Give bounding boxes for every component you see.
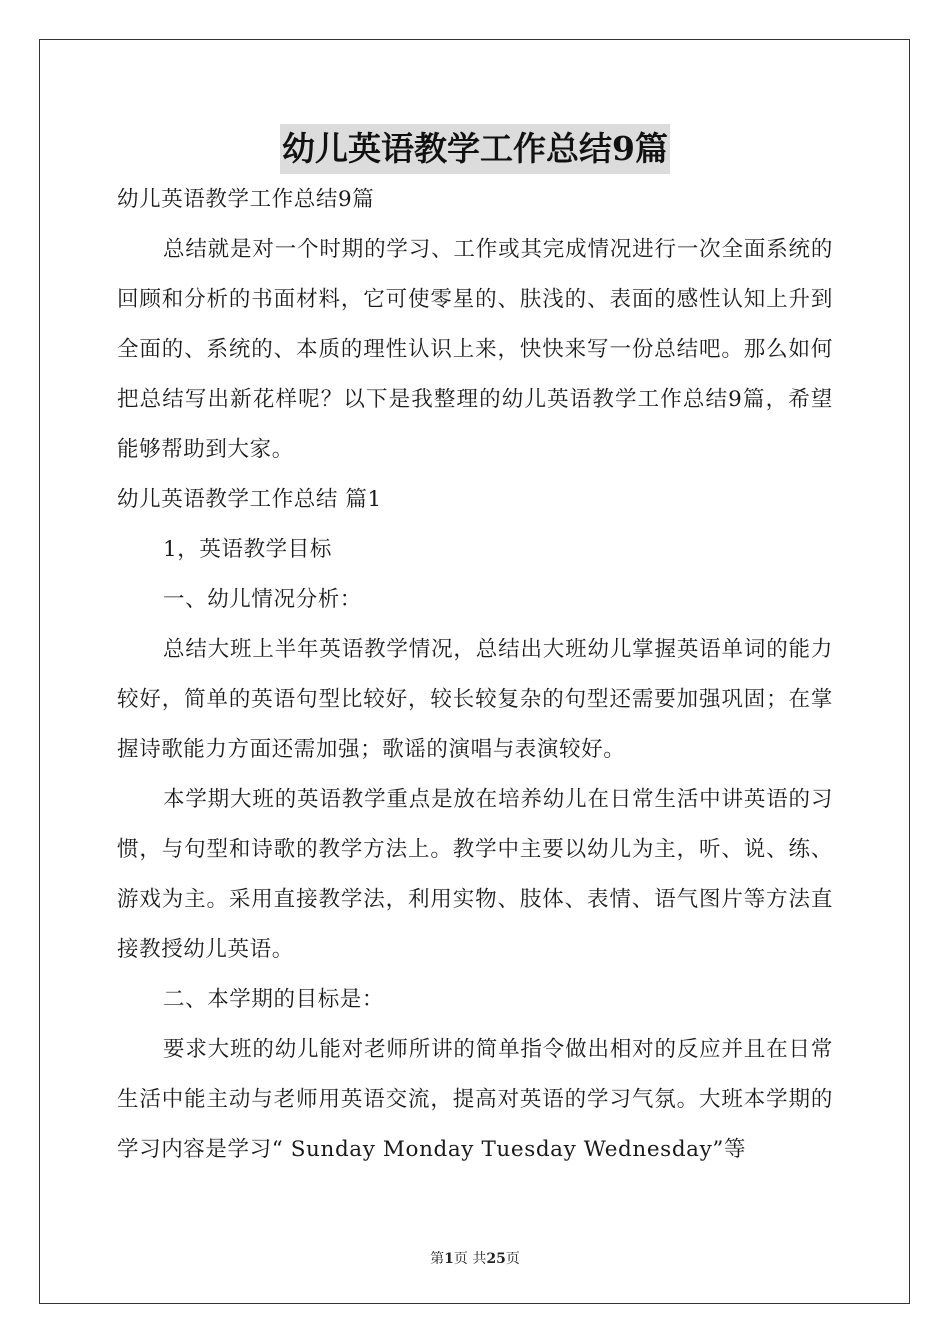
footer-total-pages: 25 — [486, 1251, 506, 1267]
page-footer — [0, 1248, 950, 1268]
footer-suffix: 页 — [505, 1251, 520, 1267]
focus-paragraph: 本学期大班的英语教学重点是放在培养幼儿在日常生活中讲英语的习惯，与句型和诗歌的教学方法上。教学中主要以幼儿为主，听、说、练、游戏为主。采用直接教学法，利用实物、肢体、表情、语气图片等方法直接教授幼儿英语。 — [117, 787, 833, 962]
footer-middle: 页 共 — [453, 1251, 487, 1267]
section-heading: 幼儿英语教学工作总结 篇1 — [117, 487, 382, 512]
title-container — [0, 124, 950, 174]
footer-prefix: 第 — [430, 1251, 445, 1267]
subtitle-paragraph: 幼儿英语教学工作总结9篇 — [117, 187, 375, 212]
sub-heading-targets: 二、本学期的目标是： — [163, 987, 385, 1012]
sub-heading-analysis: 一、幼儿情况分析： — [163, 587, 362, 612]
targets-paragraph: 要求大班的幼儿能对老师所讲的简单指令做出相对的反应并且在日常生活中能主动与老师用英语交流，提高对英语的学习气氛。大班本学期的学习内容是学习“ Sunday Monday Tuesday Wednesday”等 — [117, 1037, 833, 1162]
document-body — [117, 175, 833, 1175]
footer-page-number: 1 — [444, 1251, 454, 1267]
sub-heading-goal: 1，英语教学目标 — [163, 537, 332, 562]
intro-paragraph: 总结就是对一个时期的学习、工作或其完成情况进行一次全面系统的回顾和分析的书面材料，它可使零星的、肤浅的、表面的感性认知上升到全面的、系统的、本质的理性认识上来，快快来写一份总结吧。那么如何把总结写出新花样呢？以下是我整理的幼儿英语教学工作总结9篇，希望能够帮助到大家。 — [117, 237, 833, 462]
analysis-paragraph: 总结大班上半年英语教学情况，总结出大班幼儿掌握英语单词的能力较好，简单的英语句型比较好，较长较复杂的句型还需要加强巩固；在掌握诗歌能力方面还需加强；歌谣的演唱与表演较好。 — [117, 637, 833, 762]
document-title: 幼儿英语教学工作总结9篇 — [280, 124, 670, 174]
